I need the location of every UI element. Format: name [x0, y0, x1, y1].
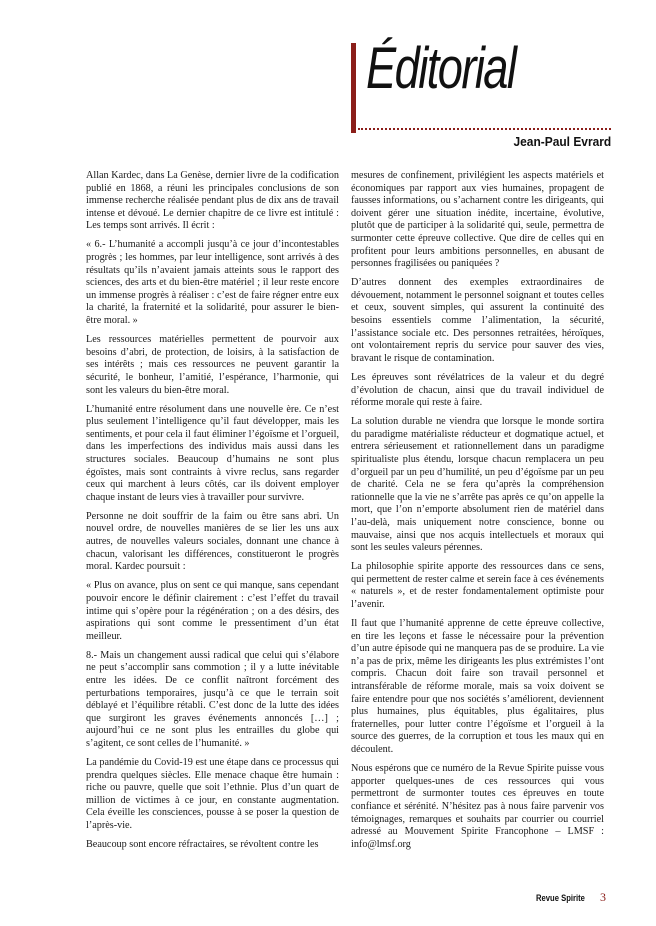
paragraph: Nous espérons que ce numéro de la Revue Spirite puisse vous apporter quelques-unes de ces ressources qui vous permettront de surmonter toutes ces épreuves en toute confiance et sérénité. N’hésitez pas à nous faire parvenir vos témoignages, remarques et souhaits par courrier ou courriel adressé au Mouvement Spirite Francophone – LMSF : info@lmsf.org	[351, 763, 604, 850]
footer-publication-name: Revue Spirite	[536, 893, 585, 903]
article-column-left	[86, 170, 339, 858]
paragraph: « 6.- L’humanité a accompli jusqu’à ce jour d’incontestables progrès ; les hommes, par leur intelligence, sont arrivés à des résultats qu’ils n’avaient jamais atteints sous le rapport des sciences, des arts et du bien-être matériel ; il leur reste encore un immense progrès à réaliser : c’est de faire régner entre eux la charité, la fraternité et la solidarité, pour assurer le bien-être moral. »	[86, 239, 339, 327]
paragraph: 8.- Mais un changement aussi radical que celui qui s’élabore ne peut s’accomplir sans commotion ; il y a lutte inévitable entre les idées. De ce conflit naîtront forcément des perturbations temporaires, jusqu’à ce que le terrain soit déblayé et l’équilibre rétabli. C’est donc de la lutte des idées que surgiront les graves événements annoncés […] ; aujourd’hui ce ne sont plus les entrailles du globe qui s’agitent, ce sont celles de l’humanité. »	[86, 649, 339, 749]
title-dotted-rule	[358, 128, 611, 130]
paragraph: L’humanité entre résolument dans une nouvelle ère. Ce n’est plus seulement l’intelligence qu’il faut développer, mais les sentiments, et pour cela il faut éliminer l’égoïsme et l’orgueil, dans les imperfections des individus mais aussi dans les structures sociales. Beaucoup d’humains ne sont plus égoïstes, mais sont contraints à vivre reclus, sans regarder ceux qui marchent à leurs côtés, car ils doivent employer chaque instant de leurs vies à travailler pour survivre.	[86, 403, 339, 503]
paragraph: D’autres donnent des exemples extraordinaires de dévouement, notamment le personnel soignant et toutes celles et ceux, souvent simples, qui assurent la continuité des besoins essentiels comme l’alimentation, la sécurité, l’assistance sociale etc. Des personnes retraitées, héroïques, ont volontairement repris du service pour sauver des vies, bravant le risque de contamination.	[351, 277, 604, 364]
article-column-right	[351, 170, 604, 858]
paragraph: Beaucoup sont encore réfractaires, se révoltent contre les	[86, 839, 319, 851]
paragraph: La philosophie spirite apporte des ressources dans ce sens, qui permettent de rester calme et serein face à ces événements « naturels », et de rester fondamentalement optimiste pour l’avenir.	[351, 561, 604, 610]
page-number: 3	[600, 890, 606, 904]
page-title: Éditorial	[366, 36, 516, 101]
paragraph: « Plus on avance, plus on sent ce qui manque, sans cependant pouvoir encore le définir clairement : c’est l’effet du travail intime qui s’opère pour la régénération ; on a des désirs, des aspirations qui sont comme le pressentiment d’un état meilleur.	[86, 580, 339, 642]
paragraph: Les épreuves sont révélatrices de la valeur et du degré d’évolution de chacun, ainsi que du travail individuel de réforme morale qui reste à faire.	[351, 371, 604, 409]
author-name: Jean-Paul Evrard	[513, 134, 611, 149]
title-accent-bar	[351, 43, 356, 133]
paragraph: Il faut que l’humanité apprenne de cette épreuve collective, en tire les leçons et fasse le nécessaire pour la prévention d’un autre épisode qui ne manquera pas de se produire. La vie n’a pas de prix, même les dirigeants les plus extrémistes l’ont compris. Chacun doit faire son travail personnel et intransférable de réforme morale, mais sa voix doivent se faire entendre pour que nos sociétés s’améliorent, deviennent plus humaines, plus équitables, plus égalitaires, plus fraternelles, pour lutter contre l’égoïsme et l’orgueil à la source des guerres, de la corruption et tous les maux qui en découlent.	[351, 618, 604, 756]
paragraph: mesures de confinement, privilégient les aspects matériels et économiques par rapport aux vies humaines, propagent de fausses informations, ou s’acharnent contre les dirigeants, qui doivent gérer une situation inédite, incertaine, évolutive, plutôt que de participer à la solidarité qui, seule, permettra de surmonter cette épreuve collective. Que dire de celles qui en profitent pour leurs ambitions personnelles, en abusant de personnes fragilisées ou paniquées ?	[351, 170, 604, 270]
paragraph: Allan Kardec, dans La Genèse, dernier livre de la codification publié en 1868, a réuni les principales conclusions de son immense recherche réalisée pendant plus de dix ans de travail intense et dévoué. Le dernier chapitre de ce livre est intitulé : Les temps sont arrivés. Il écrit :	[86, 170, 339, 232]
paragraph: Les ressources matérielles permettent de pourvoir aux besoins d’abri, de protection, de loisirs, à la satisfaction de ses intérêts ; mais ces ressources ne peuvent garantir la sécurité, le bonheur, l’amitié, l’espérance, l’harmonie, qui sont les valeurs du bien-être moral.	[86, 334, 339, 396]
paragraph: Personne ne doit souffrir de la faim ou être sans abri. Un nouvel ordre, de nouvelles manières de se lier les uns aux autres, de nouvelles valeurs sociales, donnant une chance à chacun, valorisant les différences, constitueront le progrès moral. Kardec poursuit :	[86, 510, 339, 573]
paragraph: La solution durable ne viendra que lorsque le monde sortira du paradigme matérialiste réducteur et dogmatique actuel, et entrera sérieusement et rationnellement dans un paradigme spiritualiste plus étendu, lorsque chacun remplacera un peu d’orgueil par un peu d’humilité, un peu d’égoïsme par un peu de charité. Cela ne se fera qu’après la compréhension rationnelle que la vie ne s’arrête pas après ce qu’on appelle la mort, que l’on n’emporte absolument rien de matériel dans l’au-delà, mais uniquement notre conscience, bonne ou mauvaise, ainsi que nos acquis intellectuels et moraux qui sont les seules valeurs pérennes.	[351, 416, 604, 554]
paragraph: La pandémie du Covid-19 est une étape dans ce processus qui prendra quelques siècles. Elle menace chaque être humain : riche ou pauvre, quelle que soit l’ethnie. Plus d’un quart de million de victimes à ce jour, en constante augmentation. Cela éveille les consciences, pousse à se poser la question de l’après-vie.	[86, 757, 339, 831]
